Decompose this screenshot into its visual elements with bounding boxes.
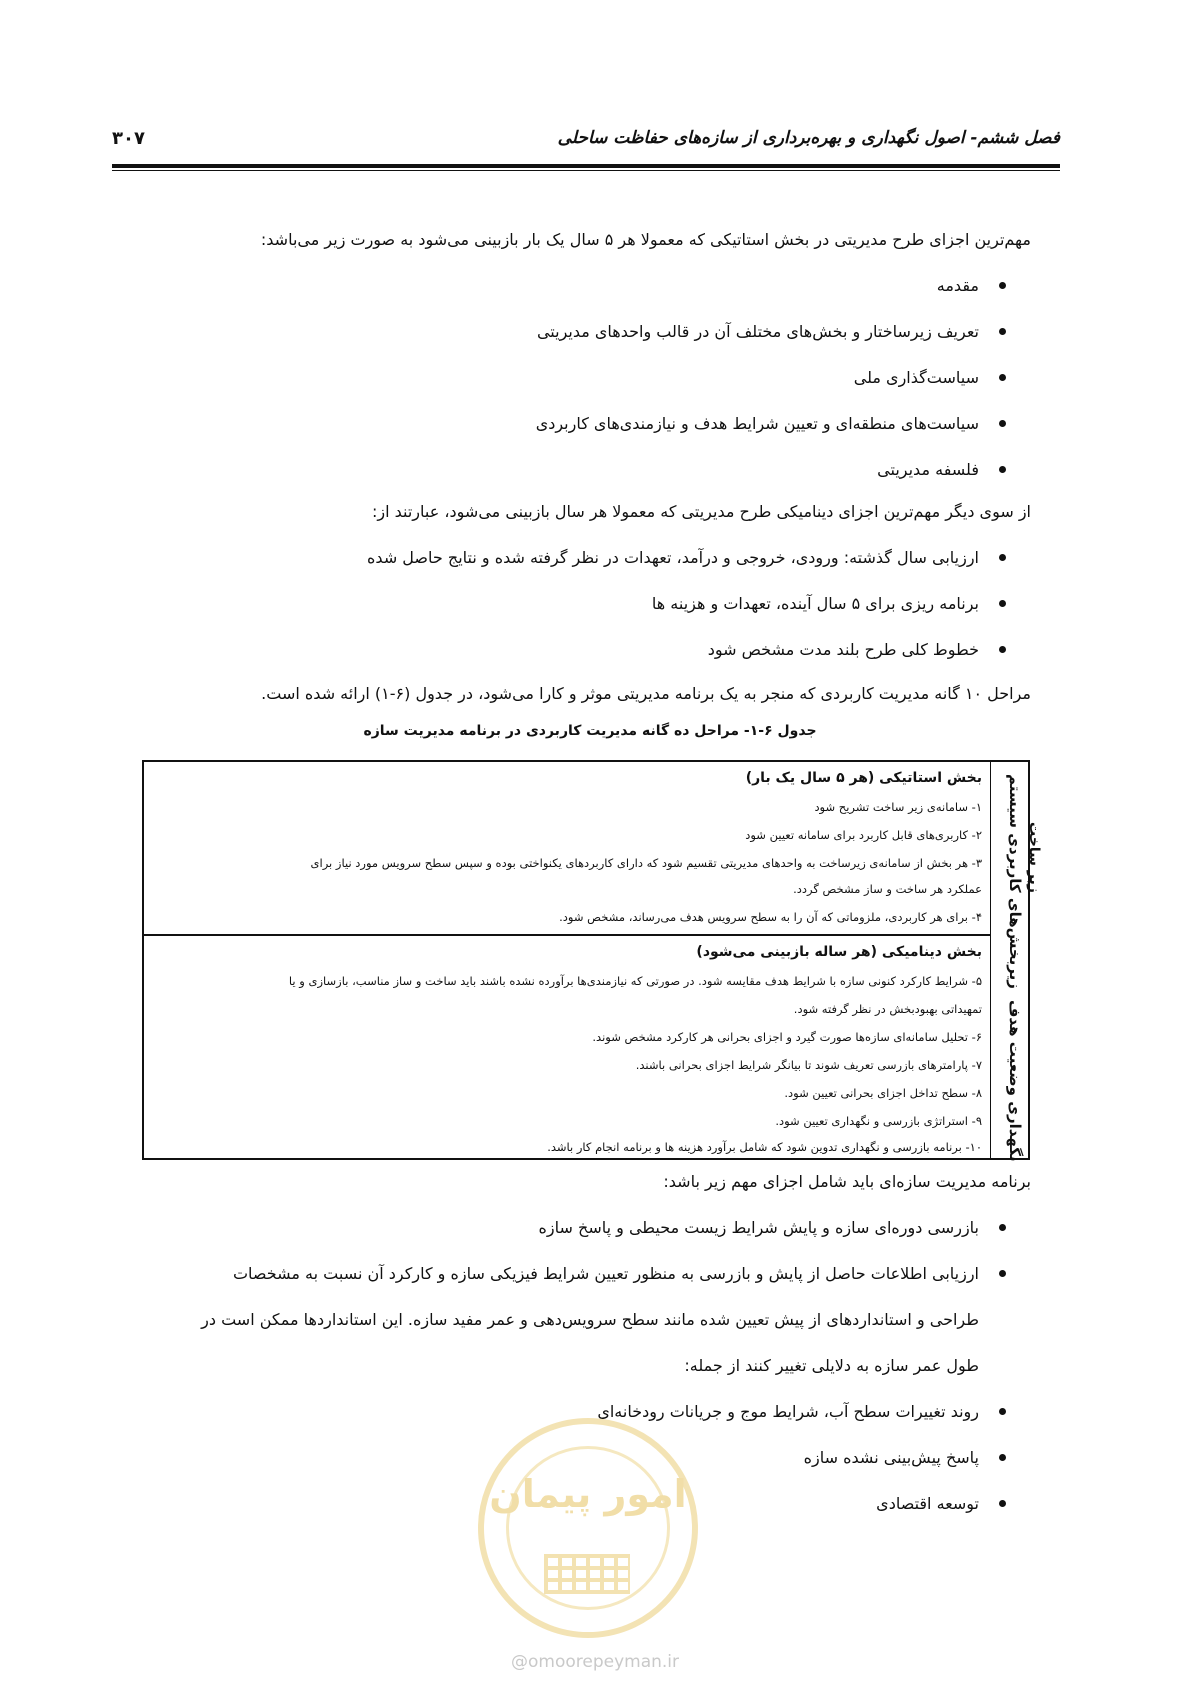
- table-line: ۶- تحلیل سامانه‌ای سازه‌ها صورت گیرد و اجزای بحرانی هر کارکرد مشخص شوند.: [592, 1030, 982, 1044]
- side-label-subsystems: زیربخش‌های کاربردی سیستم: [1006, 774, 1024, 989]
- list-item: سیاست‌گذاری ملی: [854, 368, 1006, 387]
- table-side-column: [990, 762, 1042, 1162]
- bullet-icon: [999, 646, 1006, 653]
- bullet-icon: [999, 374, 1006, 381]
- watermark-url: @omoorepeyman.ir: [510, 1652, 680, 1672]
- watermark-pattern: [544, 1554, 630, 1594]
- table-line: ۱۰- برنامه بازرسی و نگهداری تدوین شود که شامل برآورد هزینه ها و برنامه انجام کار باشد.: [547, 1140, 982, 1154]
- static-section-title: بخش استاتیکی (هر ۵ سال یک بار): [745, 770, 982, 786]
- table-line: تمهیداتی بهبودبخش در نظر گرفته شود.: [793, 1002, 982, 1016]
- bullet-icon: [999, 1224, 1006, 1231]
- list-item: توسعه اقتصادی: [876, 1494, 1006, 1513]
- table-content: [144, 762, 990, 1158]
- bullet-icon: [999, 554, 1006, 561]
- table-line: ۵- شرایط کارکرد کنونی سازه با شرایط هدف مقایسه شود. در صورتی که نیازمندی‌ها برآورده نشده باشند باید ساخت و ساز مناسب، بازسازی و یا: [288, 974, 982, 988]
- bullet-icon: [999, 328, 1006, 335]
- side-label-target-maintenance: نگهداری وضعیت هدف: [1006, 1000, 1024, 1162]
- list-item: پاسخ پیش‌بینی نشده سازه: [804, 1448, 1006, 1467]
- bullet-icon: [999, 282, 1006, 289]
- list-item-continuation: طراحی و استانداردهای از پیش تعیین شده مانند سطح سرویس‌دهی و عمر مفید سازه. این استانداردها ممکن است در: [201, 1310, 979, 1329]
- side-label-infrastructure: زیر ساخت: [1026, 822, 1042, 893]
- bullet-icon: [999, 1500, 1006, 1507]
- list-item: روند تغییرات سطح آب، شرایط موج و جریانات رودخانه‌ای: [597, 1402, 1006, 1421]
- list-item: مقدمه: [937, 276, 1006, 295]
- watermark-seal-icon: [478, 1418, 698, 1638]
- management-steps-table: [142, 760, 1042, 1162]
- table-line: ۳- هر بخش از سامانه‌ی زیرساخت به واحدهای مدیریتی تقسیم شود که دارای کاربردهای یکنواختی بوده و سپس سطح سرویس مورد نیاز برای: [310, 856, 982, 870]
- list-item-continuation: طول عمر سازه به دلایلی تغییر کنند از جمله:: [684, 1356, 979, 1375]
- list-item: خطوط کلی طرح بلند مدت مشخص شود: [708, 640, 1006, 659]
- table-section-divider: [144, 934, 990, 936]
- bullet-icon: [999, 1454, 1006, 1461]
- table-line: ۱- سامانه‌ی زیر ساخت تشریح شود: [814, 800, 982, 814]
- bullet-icon: [999, 1270, 1006, 1277]
- table-line: ۸- سطح تداخل اجزای بحرانی تعیین شود.: [784, 1086, 982, 1100]
- bullet-icon: [999, 466, 1006, 473]
- bullet-icon: [999, 600, 1006, 607]
- list-item: برنامه ریزی برای ۵ سال آینده، تعهدات و هزینه ها: [652, 594, 1006, 613]
- bullet-icon: [999, 420, 1006, 427]
- intro-table-paragraph: مراحل ۱۰ گانه مدیریت کاربردی که منجر به یک برنامه مدیریتی موثر و کارا می‌شود، در جدول (۶-۱) ارائه شده است.: [261, 684, 1031, 703]
- bullet-icon: [999, 1408, 1006, 1415]
- list-item: ارزیابی سال گذشته: ورودی، خروجی و درآمد، تعهدات در نظر گرفته شده و نتایج حاصل شده: [367, 548, 1006, 567]
- header-rule-thick: [112, 164, 1060, 168]
- list-item: ارزیابی اطلاعات حاصل از پایش و بازرسی به منظور تعیین شرایط فیزیکی سازه و کارکرد آن نسبت به مشخصات: [233, 1264, 1006, 1283]
- table-line: ۹- استراتژی بازرسی و نگهداری تعیین شود.: [775, 1114, 982, 1128]
- page-header: [112, 128, 1060, 158]
- list-item: سیاست‌های منطقه‌ای و تعیین شرایط هدف و نیازمندی‌های کاربردی: [536, 414, 1006, 433]
- table-line: عملکرد هر ساخت و ساز مشخص گردد.: [793, 882, 982, 896]
- table-line: ۴- برای هر کاربردی، ملزوماتی که آن را به سطح سرویس هدف می‌رساند، مشخص شود.: [559, 910, 982, 924]
- intro-static-paragraph: مهم‌ترین اجزای طرح مدیریتی در بخش استاتیکی که معمولا هر ۵ سال یک بار بازبینی می‌شود به صورت زیر می‌باشد:: [260, 230, 1031, 249]
- dynamic-section-title: بخش دینامیکی (هر ساله بازبینی می‌شود): [696, 944, 982, 960]
- page-number: ۳۰۷: [112, 128, 145, 149]
- watermark-text: امور پیمان: [489, 1472, 687, 1516]
- list-item: بازرسی دوره‌ای سازه و پایش شرایط زیست محیطی و پاسخ سازه: [539, 1218, 1006, 1237]
- table-caption: جدول ۶-۱- مراحل ده گانه مدیریت کاربردی در برنامه مدیریت سازه: [363, 723, 817, 739]
- chapter-title: فصل ششم- اصول نگهداری و بهره‌برداری از سازه‌های حفاظت ساحلی: [557, 128, 1060, 148]
- header-rule-thin: [112, 170, 1060, 171]
- table-line: ۲- کاربری‌های قابل کاربرد برای سامانه تعیین شود: [745, 828, 982, 842]
- intro-dynamic-paragraph: از سوی دیگر مهم‌ترین اجزای دینامیکی طرح مدیریتی که معمولا هر سال بازبینی می‌شود، عبارتند از:: [371, 502, 1031, 521]
- list-item: فلسفه مدیریتی: [877, 460, 1006, 479]
- list-item: تعریف زیرساختار و بخش‌های مختلف آن در قالب واحدهای مدیریتی: [537, 322, 1006, 341]
- intro-program-paragraph: برنامه مدیریت سازه‌ای باید شامل اجزای مهم زیر باشد:: [663, 1172, 1031, 1191]
- table-line: ۷- پارامترهای بازرسی تعریف شوند تا بیانگر شرایط اجزای بحرانی باشند.: [635, 1058, 982, 1072]
